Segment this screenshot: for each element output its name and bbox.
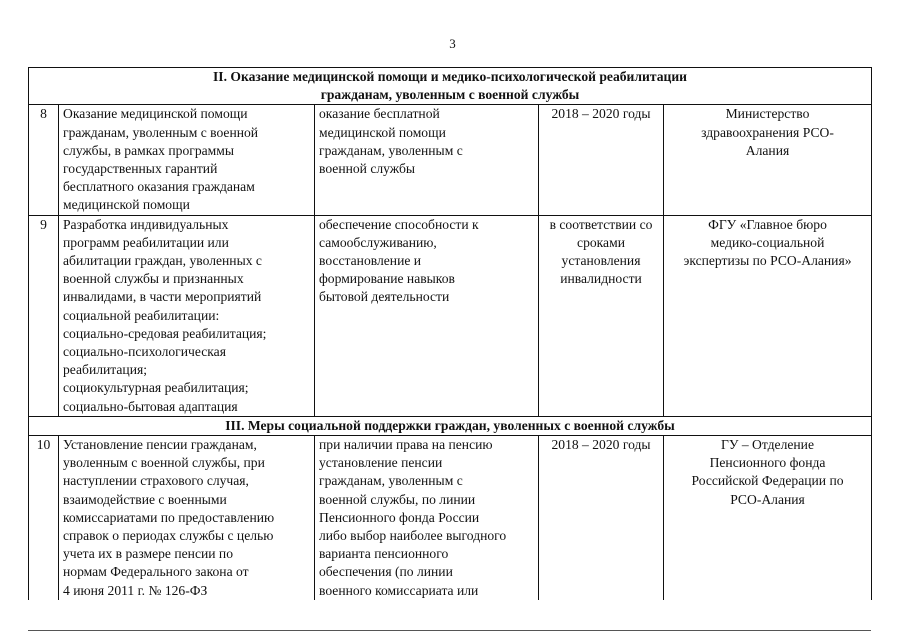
result-line: обеспечения (по линии: [319, 564, 453, 580]
executor-cell: [664, 436, 872, 600]
measure-line: военной службы и признанных: [63, 271, 244, 287]
measure-line: социально-средовая реабилитация;: [63, 325, 267, 341]
measure-line: социально-бытовая адаптация: [63, 398, 238, 414]
section-header-row: [29, 68, 872, 105]
result-line: либо выбор наиболее выгодного: [319, 528, 507, 544]
measure-line: бесплатного оказания гражданам: [63, 179, 255, 195]
result-cell: [315, 436, 539, 600]
executor-line: Министерство: [725, 106, 810, 122]
measure-line: комиссариатами по предоставлению: [63, 509, 275, 525]
measure-line: программ реабилитации или: [63, 234, 229, 250]
row-number: 10: [29, 436, 59, 600]
result-line: бытовой деятельности: [319, 289, 450, 305]
measure-cell: [59, 215, 315, 416]
section-title-line: гражданам, уволенным с военной службы: [320, 87, 580, 103]
result-line: военной службы, по линии: [319, 491, 476, 507]
section-header-row: [29, 416, 872, 435]
page-bottom-edge: [28, 630, 871, 631]
executor-cell: [664, 105, 872, 215]
section-title: [29, 68, 872, 105]
measure-cell: [59, 105, 315, 215]
result-line: варианта пенсионного: [319, 546, 449, 562]
term-cell: [539, 105, 664, 215]
executor-line: Алания: [745, 142, 790, 158]
executor-line: РСО-Алания: [730, 491, 805, 507]
measure-line: Оказание медицинской помощи: [63, 106, 248, 122]
table-row: [29, 105, 872, 215]
term-cell: [539, 436, 664, 600]
term-line: 2018 – 2020 годы: [551, 437, 651, 453]
executor-line: здравоохранения РСО-: [701, 124, 834, 140]
result-line: оказание бесплатной: [319, 106, 440, 122]
measure-line: службы, в рамках программы: [63, 142, 234, 158]
term-cell: [539, 215, 664, 416]
result-line: самообслуживанию,: [319, 234, 437, 250]
executor-line: ГУ – Отделение: [720, 437, 814, 453]
section-title-line: II. Оказание медицинской помощи и медико-психологической реабилитации: [213, 69, 687, 84]
table-row: [29, 436, 872, 600]
measure-line: социально-психологическая: [63, 344, 226, 360]
executor-line: экспертизы по РСО-Алания»: [683, 253, 852, 269]
measure-line: реабилитация;: [63, 362, 147, 378]
executor-line: Пенсионного фонда: [709, 455, 826, 471]
measure-line: Разработка индивидуальных: [63, 216, 229, 232]
term-line: инвалидности: [560, 271, 642, 287]
result-line: гражданам, уволенным с: [319, 142, 463, 158]
result-line: обеспечение способности к: [319, 216, 479, 232]
measure-line: нормам Федерального закона от: [63, 564, 249, 580]
row-number: 8: [29, 105, 59, 215]
result-line: медицинской помощи: [319, 124, 446, 140]
measure-line: социальной реабилитации:: [63, 307, 220, 323]
term-line: сроками: [577, 234, 625, 250]
measure-line: медицинской помощи: [63, 197, 190, 213]
section-title-line: III. Меры социальной поддержки граждан, уволенных с военной службы: [225, 417, 675, 433]
measure-line: 4 июня 2011 г. № 126-ФЗ: [63, 582, 208, 598]
measure-line: гражданам, уволенным с военной: [63, 124, 259, 140]
page-number: 3: [449, 36, 456, 51]
measure-cell: [59, 436, 315, 600]
measure-line: Установление пенсии гражданам,: [63, 437, 257, 453]
result-cell: [315, 105, 539, 215]
measures-table: [28, 67, 872, 600]
term-line: установления: [561, 253, 641, 269]
result-cell: [315, 215, 539, 416]
section-title: [29, 416, 872, 435]
measure-line: учета их в размере пенсии по: [63, 546, 234, 562]
measure-line: социокультурная реабилитация;: [63, 380, 249, 396]
table-row: [29, 215, 872, 416]
row-number: 9: [29, 215, 59, 416]
result-line: формирование навыков: [319, 271, 455, 287]
result-line: военного комиссариата или: [319, 582, 479, 598]
result-line: восстановление и: [319, 253, 422, 269]
measure-line: абилитации граждан, уволенных с: [63, 253, 262, 269]
result-line: гражданам, уволенным с: [319, 473, 463, 489]
measure-line: государственных гарантий: [63, 161, 218, 177]
term-line: 2018 – 2020 годы: [551, 106, 651, 122]
result-line: Пенсионного фонда России: [319, 509, 480, 525]
result-line: установление пенсии: [319, 455, 443, 471]
measure-line: наступлении страхового случая,: [63, 473, 249, 489]
executor-cell: [664, 215, 872, 416]
result-line: при наличии права на пенсию: [319, 437, 493, 453]
term-line: в соответствии со: [549, 216, 653, 232]
executor-line: Российской Федерации по: [691, 473, 844, 489]
measure-line: справок о периодах службы с целью: [63, 528, 274, 544]
executor-line: ФГУ «Главное бюро: [708, 216, 827, 232]
result-line: военной службы: [319, 161, 416, 177]
measure-line: взаимодействие с военными: [63, 491, 227, 507]
measure-line: инвалидами, в части мероприятий: [63, 289, 262, 305]
measure-line: уволенным с военной службы, при: [63, 455, 265, 471]
executor-line: медико-социальной: [710, 234, 825, 250]
